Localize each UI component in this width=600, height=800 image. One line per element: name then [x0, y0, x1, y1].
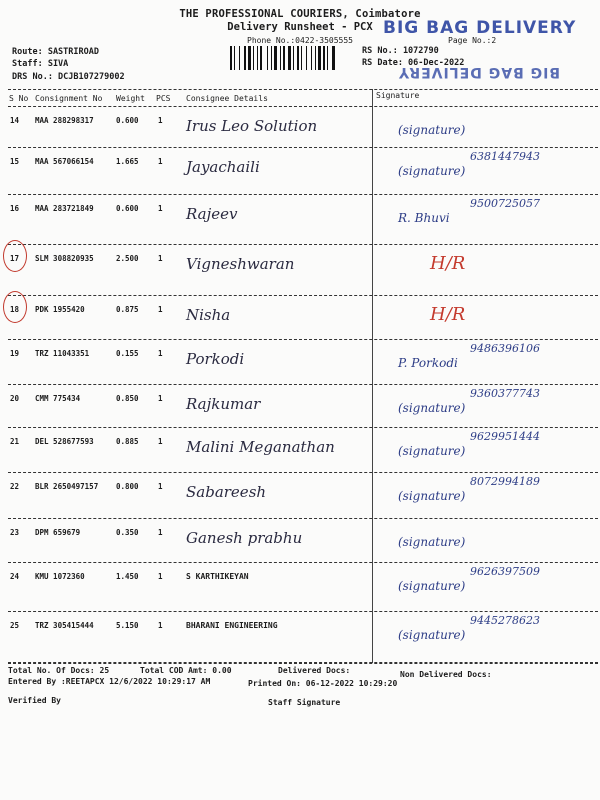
row-phone: 8072994189	[470, 475, 540, 488]
col-signature: Signature	[376, 91, 420, 100]
row-consignment: CMM 775434	[35, 394, 81, 403]
row-consignee: Irus Leo Solution	[186, 117, 318, 135]
row-consignee: Rajeev	[186, 205, 238, 223]
col-consignment: Consignment No	[35, 94, 103, 103]
row-consignment: DPM 659679	[35, 528, 81, 537]
row-phone: 9500725057	[470, 197, 540, 210]
row-pcs: 1	[158, 437, 163, 446]
row-signature: P. Porkodi	[398, 356, 458, 370]
row-signature: R. Bhuvi	[398, 211, 450, 225]
barcode-bar	[244, 46, 246, 70]
barcode-bar	[327, 46, 328, 70]
row-weight: 0.875	[116, 305, 139, 314]
row-pcs: 1	[158, 394, 163, 403]
row-consignment: MAA 288298317	[35, 116, 94, 125]
total-cod: Total COD Amt: 0.00	[140, 666, 232, 675]
row-consignee: BHARANI ENGINEERING	[186, 621, 278, 630]
row-weight: 0.885	[116, 437, 139, 446]
barcode-bar	[301, 46, 302, 70]
row-weight: 0.600	[116, 204, 139, 213]
footer-rule	[8, 663, 598, 664]
barcode-bar	[260, 46, 262, 70]
row-pcs: 1	[158, 116, 163, 125]
company-name: THE PROFESSIONAL COURIERS, Coimbatore	[179, 8, 421, 20]
row-phone: 9445278623	[470, 614, 540, 627]
big-bag-delivery-stamp: BIG BAG DELIVERY	[383, 18, 577, 38]
barcode-bar	[311, 46, 312, 70]
entered-by: Entered By :REETAPCX 12/6/2022 10:29:17 AM	[8, 677, 211, 686]
row-weight: 0.600	[116, 116, 139, 125]
barcode-bar	[274, 46, 277, 70]
barcode-bar	[323, 46, 325, 70]
row-consignee: Porkodi	[186, 350, 245, 368]
barcode-bar	[293, 46, 294, 70]
staff-signature: Staff Signature	[268, 698, 341, 707]
barcode-bar	[257, 46, 258, 70]
row-consignee: Nisha	[186, 306, 231, 324]
barcode-bar	[280, 46, 281, 70]
row-consignment: MAA 283721849	[35, 204, 94, 213]
row-sno: 14	[10, 116, 20, 125]
row-consignee: S KARTHIKEYAN	[186, 572, 249, 581]
row-consignee: Jayachaili	[186, 158, 260, 176]
row-weight: 0.850	[116, 394, 139, 403]
delivered-docs: Delivered Docs:	[278, 666, 351, 675]
printed-on: Printed On: 06-12-2022 10:29:20	[248, 679, 398, 688]
table-row	[0, 473, 600, 519]
row-consignment: DEL 528677593	[35, 437, 94, 446]
route: Route: SASTRIROAD	[12, 47, 99, 57]
row-phone: 9486396106	[470, 342, 540, 355]
row-weight: 0.155	[116, 349, 139, 358]
row-pcs: 1	[158, 528, 163, 537]
barcode-bar	[267, 46, 268, 70]
red-circle-mark	[3, 291, 27, 323]
barcode-bar	[239, 46, 240, 70]
barcode	[230, 46, 356, 70]
stamp-mirrored: BIG BAG DELIVERY	[398, 64, 560, 80]
col-consignee: Consignee Details	[186, 94, 268, 103]
verified-by: Verified By	[8, 696, 61, 705]
barcode-bar	[253, 46, 254, 70]
col-sno: S No	[9, 94, 29, 103]
row-consignment: PDK 1955420	[35, 305, 85, 314]
barcode-bar	[297, 46, 299, 70]
row-sno: 17	[10, 254, 20, 263]
row-sno: 19	[10, 349, 20, 358]
col-weight: Weight	[116, 94, 145, 103]
row-signature: (signature)	[398, 123, 466, 137]
row-sno: 24	[10, 572, 20, 581]
row-pcs: 1	[158, 621, 163, 630]
row-signature: H/R	[430, 253, 466, 274]
row-sno: 18	[10, 305, 20, 314]
barcode-bar	[248, 46, 251, 70]
table-row	[0, 245, 600, 296]
staff: Staff: SIVA	[12, 59, 69, 69]
row-signature: (signature)	[398, 444, 466, 458]
total-docs: Total No. Of Docs: 25	[8, 666, 110, 675]
barcode-bar	[283, 46, 285, 70]
row-signature: (signature)	[398, 164, 466, 178]
table-row	[0, 296, 600, 340]
barcode-bar	[306, 46, 307, 70]
row-pcs: 1	[158, 349, 163, 358]
row-signature: (signature)	[398, 628, 466, 642]
row-sno: 21	[10, 437, 20, 446]
barcode-bar	[288, 46, 291, 70]
row-consignment: SLM 308820935	[35, 254, 94, 263]
row-consignment: MAA 567066154	[35, 157, 94, 166]
phone-number: Phone No.:0422-3505555	[247, 36, 353, 45]
red-circle-mark	[3, 240, 27, 272]
row-consignment: TRZ 305415444	[35, 621, 94, 630]
barcode-bar	[318, 46, 321, 70]
row-weight: 0.350	[116, 528, 139, 537]
non-delivered-docs: Non Delivered Docs:	[400, 670, 492, 679]
header-rule-top	[8, 89, 598, 90]
row-sno: 20	[10, 394, 20, 403]
row-pcs: 1	[158, 254, 163, 263]
row-consignee: Vigneshwaran	[186, 255, 295, 273]
row-weight: 1.450	[116, 572, 139, 581]
table-row	[0, 612, 600, 663]
table-row	[0, 428, 600, 473]
table-row	[0, 107, 600, 148]
row-weight: 2.500	[116, 254, 139, 263]
barcode-bar	[230, 46, 232, 70]
row-signature: (signature)	[398, 401, 466, 415]
row-sno: 22	[10, 482, 20, 491]
row-phone: 6381447943	[470, 150, 540, 163]
barcode-bar	[234, 46, 235, 70]
row-consignment: TRZ 11043351	[35, 349, 90, 358]
table-row	[0, 519, 600, 563]
row-signature: (signature)	[398, 489, 466, 503]
table-row	[0, 340, 600, 385]
table-row	[0, 563, 600, 612]
row-sno: 15	[10, 157, 20, 166]
row-signature: H/R	[430, 304, 466, 325]
row-phone: 9360377743	[470, 387, 540, 400]
row-pcs: 1	[158, 482, 163, 491]
row-signature: (signature)	[398, 535, 466, 549]
barcode-bar	[271, 46, 272, 70]
runsheet-title: Delivery Runsheet - PCX	[227, 21, 373, 33]
col-pcs: PCS	[156, 94, 171, 103]
row-sno: 23	[10, 528, 20, 537]
row-pcs: 1	[158, 572, 163, 581]
row-consignee: Malini Meganathan	[186, 438, 335, 456]
row-pcs: 1	[158, 305, 163, 314]
row-phone: 9626397509	[470, 565, 540, 578]
row-consignment: KMU 1072360	[35, 572, 85, 581]
row-weight: 0.800	[116, 482, 139, 491]
row-consignee: Rajkumar	[186, 395, 261, 413]
row-weight: 5.150	[116, 621, 139, 630]
rs-date: RS Date: 06-Dec-2022	[362, 58, 465, 68]
row-pcs: 1	[158, 204, 163, 213]
table-row	[0, 385, 600, 428]
barcode-bar	[332, 46, 335, 70]
rs-number: RS No.: 1072790	[362, 46, 439, 56]
row-consignment: BLR 2650497157	[35, 482, 99, 491]
row-phone: 9629951444	[470, 430, 540, 443]
row-pcs: 1	[158, 157, 163, 166]
row-signature: (signature)	[398, 579, 466, 593]
row-consignee: Ganesh prabhu	[186, 529, 303, 547]
drs-number: DRS No.: DCJB107279002	[12, 72, 125, 82]
row-sno: 25	[10, 621, 20, 630]
page-number: Page No.:2	[448, 36, 497, 45]
row-sno: 16	[10, 204, 20, 213]
table-row	[0, 195, 600, 245]
barcode-bar	[315, 46, 316, 70]
row-weight: 1.665	[116, 157, 139, 166]
table-row	[0, 148, 600, 195]
row-consignee: Sabareesh	[186, 483, 267, 501]
